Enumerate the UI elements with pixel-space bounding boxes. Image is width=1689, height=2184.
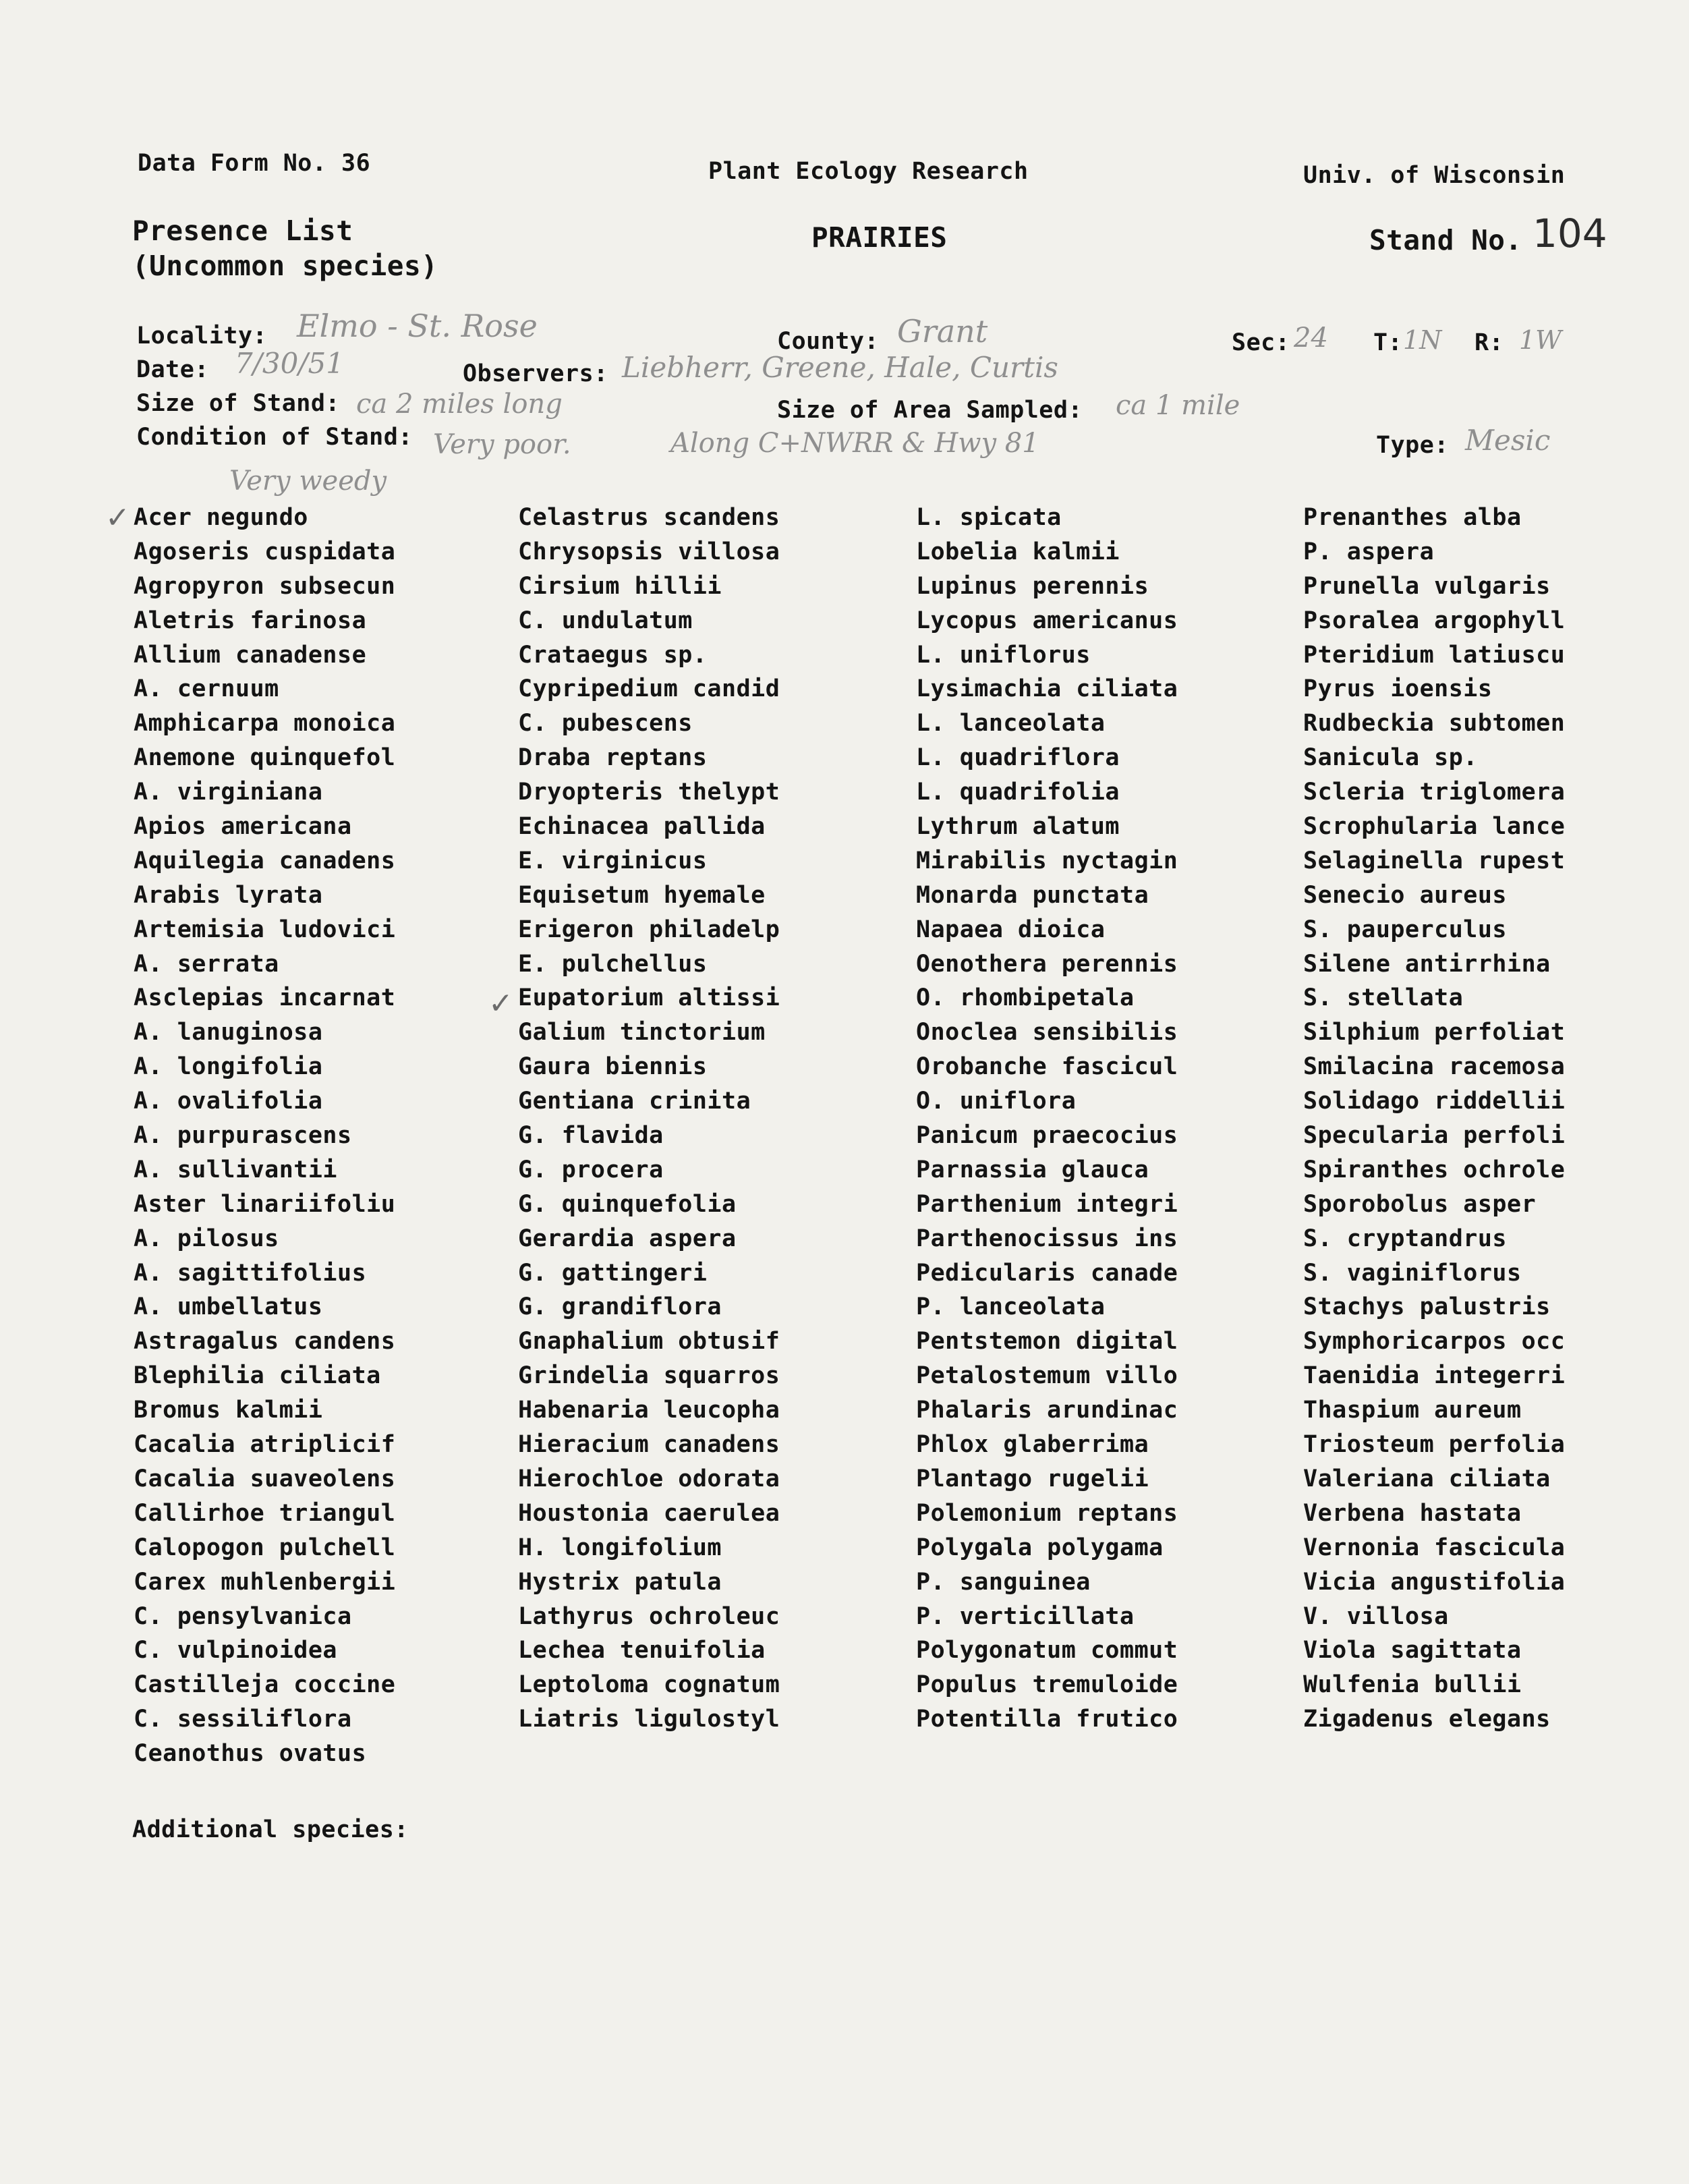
stand-number: 104	[1533, 211, 1607, 256]
species-entry: Senecio aureus	[1303, 881, 1508, 909]
species-entry: Symphoricarpos occ	[1303, 1328, 1566, 1355]
species-entry: Aletris farinosa	[134, 607, 367, 634]
t-value: 1N	[1403, 325, 1442, 355]
along-value: Along C+NWRR & Hwy 81	[670, 428, 1039, 459]
species-entry: Lycopus americanus	[916, 607, 1178, 634]
species-entry: Artemisia ludovici	[134, 916, 396, 943]
species-entry: Potentilla frutico	[916, 1706, 1178, 1733]
species-entry: Gerardia aspera	[518, 1225, 737, 1252]
species-entry: Lupinus perennis	[916, 572, 1149, 600]
species-entry: Hystrix patula	[518, 1568, 722, 1596]
r-label: R:	[1475, 329, 1504, 356]
species-entry: P. verticillata	[916, 1602, 1135, 1630]
species-entry: Amphicarpa monoica	[134, 710, 396, 737]
size-of-stand-label: Size of Stand:	[136, 390, 341, 417]
species-entry: Spiranthes ochrole	[1303, 1156, 1566, 1183]
species-entry: Apios americana	[134, 813, 352, 841]
species-entry: Specularia perfoli	[1303, 1122, 1566, 1150]
species-entry: Polemonium reptans	[916, 1499, 1178, 1527]
species-entry: Onoclea sensibilis	[916, 1019, 1178, 1046]
species-entry: Vernonia fascicula	[1303, 1534, 1566, 1561]
condition-label: Condition of Stand:	[136, 424, 413, 451]
species-entry: Smilacina racemosa	[1303, 1053, 1566, 1081]
type-value: Mesic	[1465, 424, 1551, 457]
r-value: 1W	[1519, 325, 1562, 355]
species-entry: Sanicula sp.	[1303, 744, 1478, 772]
species-entry: Allium canadense	[134, 641, 367, 669]
species-entry: Scleria triglomera	[1303, 779, 1566, 806]
biome-title: PRAIRIES	[811, 221, 948, 254]
species-entry: Stachys palustris	[1303, 1293, 1551, 1321]
species-entry: Scrophularia lance	[1303, 813, 1566, 841]
species-entry: Plantago rugelii	[916, 1465, 1149, 1492]
species-entry: Polygala polygama	[916, 1534, 1164, 1561]
species-entry: Parthenium integri	[916, 1190, 1178, 1218]
species-entry: Sporobolus asper	[1303, 1190, 1537, 1218]
list-subtitle: (Uncommon species)	[132, 250, 438, 282]
condition-value-2: Very weedy	[229, 466, 387, 497]
species-entry: Draba reptans	[518, 744, 708, 772]
species-entry: C. pubescens	[518, 710, 693, 737]
species-entry: A. cernuum	[134, 675, 279, 703]
species-entry: S. pauperculus	[1303, 916, 1508, 943]
checkmark-icon: ✓	[105, 501, 130, 535]
species-entry: V. villosa	[1303, 1602, 1449, 1630]
species-entry: G. quinquefolia	[518, 1190, 737, 1218]
species-entry: Aster linariifoliu	[134, 1190, 396, 1218]
species-entry: L. quadriflora	[916, 744, 1120, 772]
species-entry: Houstonia caerulea	[518, 1499, 780, 1527]
species-entry: Lobelia kalmii	[916, 538, 1120, 565]
species-entry: Anemone quinquefol	[134, 744, 396, 772]
species-entry: L. lanceolata	[916, 710, 1106, 737]
species-entry: Aquilegia canadens	[134, 847, 396, 874]
species-entry: Agoseris cuspidata	[134, 538, 396, 565]
species-entry: Zigadenus elegans	[1303, 1706, 1551, 1733]
species-entry: H. longifolium	[518, 1534, 722, 1561]
species-entry: Pentstemon digital	[916, 1328, 1178, 1355]
species-entry: Wulfenia bullii	[1303, 1671, 1522, 1699]
species-entry: C. undulatum	[518, 607, 693, 634]
species-entry: Lythrum alatum	[916, 813, 1120, 841]
species-entry: G. procera	[518, 1156, 664, 1183]
species-column-4	[1303, 501, 1565, 1737]
species-column-3	[916, 501, 1178, 1737]
species-column-2	[518, 501, 780, 1737]
species-entry: Bromus kalmii	[134, 1397, 323, 1424]
species-entry: Hieracium canadens	[518, 1431, 780, 1459]
species-entry: A. lanuginosa	[134, 1019, 323, 1046]
species-entry: Leptoloma cognatum	[518, 1671, 780, 1699]
species-entry: Cypripedium candid	[518, 675, 780, 703]
species-entry: Mirabilis nyctagin	[916, 847, 1178, 874]
species-entry: Lechea tenuifolia	[518, 1637, 766, 1664]
species-entry: Carex muhlenbergii	[134, 1568, 396, 1596]
species-entry: A. sagittifolius	[134, 1259, 367, 1287]
species-entry: Verbena hastata	[1303, 1499, 1522, 1527]
species-entry: Vicia angustifolia	[1303, 1568, 1566, 1596]
species-entry: P. aspera	[1303, 538, 1435, 565]
species-entry: Phlox glaberrima	[916, 1431, 1149, 1459]
species-entry: Selaginella rupest	[1303, 847, 1566, 874]
species-entry: E. virginicus	[518, 847, 708, 874]
species-entry: E. pulchellus	[518, 950, 708, 978]
species-entry: Viola sagittata	[1303, 1637, 1522, 1664]
species-entry: C. vulpinoidea	[134, 1637, 338, 1664]
species-entry: A. pilosus	[134, 1225, 279, 1252]
species-entry: G. flavida	[518, 1122, 664, 1150]
species-entry: A. purpurascens	[134, 1122, 352, 1150]
species-entry: A. ovalifolia	[134, 1088, 323, 1115]
species-entry: Pyrus ioensis	[1303, 675, 1493, 703]
stand-label: Stand No.	[1369, 224, 1522, 256]
species-entry: L. quadrifolia	[916, 779, 1120, 806]
species-entry: S. stellata	[1303, 984, 1464, 1012]
species-entry: G. grandiflora	[518, 1293, 722, 1321]
county-label: County:	[777, 328, 880, 355]
species-entry: Rudbeckia subtomen	[1303, 710, 1566, 737]
additional-species-label: Additional species:	[132, 1816, 409, 1843]
t-label: T:	[1373, 329, 1403, 356]
species-entry: Lysimachia ciliata	[916, 675, 1178, 703]
date-label: Date:	[136, 356, 209, 383]
species-entry: Triosteum perfolia	[1303, 1431, 1566, 1459]
observers-label: Observers:	[463, 360, 608, 387]
species-entry: Pteridium latiuscu	[1303, 641, 1566, 669]
species-entry: Parnassia glauca	[916, 1156, 1149, 1183]
species-entry: Hierochloe odorata	[518, 1465, 780, 1492]
species-entry: L. uniflorus	[916, 641, 1091, 669]
species-entry: P. sanguinea	[916, 1568, 1091, 1596]
size-of-area-value: ca 1 mile	[1116, 390, 1240, 421]
species-entry: Erigeron philadelp	[518, 916, 780, 943]
species-entry: P. lanceolata	[916, 1293, 1106, 1321]
species-entry: Celastrus scandens	[518, 504, 780, 531]
species-entry: Parthenocissus ins	[916, 1225, 1178, 1252]
species-entry: Chrysopsis villosa	[518, 538, 780, 565]
checkmark-icon: ✓	[488, 986, 513, 1021]
species-entry: S. vaginiflorus	[1303, 1259, 1522, 1287]
species-entry: S. cryptandrus	[1303, 1225, 1508, 1252]
sec-value: 24	[1294, 323, 1328, 354]
species-entry: A. sullivantii	[134, 1156, 338, 1183]
date-value: 7/30/51	[235, 347, 344, 380]
species-entry: Asclepias incarnat	[134, 984, 396, 1012]
species-entry: Cirsium hillii	[518, 572, 722, 600]
species-entry: Echinacea pallida	[518, 813, 766, 841]
species-entry: Cacalia atriplicif	[134, 1431, 396, 1459]
species-entry: A. longifolia	[134, 1053, 323, 1081]
species-entry: Pedicularis canade	[916, 1259, 1178, 1287]
size-of-stand-value: ca 2 miles long	[356, 389, 563, 420]
locality-label: Locality:	[136, 323, 268, 349]
species-entry: O. uniflora	[916, 1088, 1077, 1115]
species-entry: Prunella vulgaris	[1303, 572, 1551, 600]
species-entry: C. pensylvanica	[134, 1602, 352, 1630]
species-entry: Eupatorium altissi	[518, 984, 780, 1012]
species-entry: Equisetum hyemale	[518, 881, 766, 909]
county-value: Grant	[897, 313, 988, 349]
species-entry: Silphium perfoliat	[1303, 1019, 1566, 1046]
species-entry: Valeriana ciliata	[1303, 1465, 1551, 1492]
species-entry: Liatris ligulostyl	[518, 1706, 780, 1733]
species-entry: Gnaphalium obtusif	[518, 1328, 780, 1355]
species-entry: Gaura biennis	[518, 1053, 708, 1081]
species-entry: Orobanche fascicul	[916, 1053, 1178, 1081]
species-entry: Habenaria leucopha	[518, 1397, 780, 1424]
university: Univ. of Wisconsin	[1303, 162, 1566, 189]
species-entry: Taenidia integerri	[1303, 1362, 1566, 1390]
condition-value: Very poor.	[433, 429, 571, 460]
species-entry: Calopogon pulchell	[134, 1534, 396, 1561]
organization: Plant Ecology Research	[708, 158, 1029, 185]
species-entry: Arabis lyrata	[134, 881, 323, 909]
species-entry: Monarda punctata	[916, 881, 1149, 909]
species-entry: Silene antirrhina	[1303, 950, 1551, 978]
species-entry: Lathyrus ochroleuc	[518, 1602, 780, 1630]
species-entry: C. sessiliflora	[134, 1706, 352, 1733]
type-label: Type:	[1376, 432, 1449, 459]
species-entry: Galium tinctorium	[518, 1019, 766, 1046]
species-entry: Grindelia squarros	[518, 1362, 780, 1390]
locality-value: Elmo - St. Rose	[297, 308, 538, 344]
species-entry: Panicum praecocius	[916, 1122, 1178, 1150]
species-entry: Astragalus candens	[134, 1328, 396, 1355]
species-entry: O. rhombipetala	[916, 984, 1135, 1012]
species-entry: Psoralea argophyll	[1303, 607, 1566, 634]
species-entry: Cacalia suaveolens	[134, 1465, 396, 1492]
species-entry: Acer negundo	[134, 504, 308, 531]
observers-value: Liebherr, Greene, Hale, Curtis	[622, 351, 1058, 384]
species-entry: Phalaris arundinac	[916, 1397, 1178, 1424]
species-entry: Prenanthes alba	[1303, 504, 1522, 531]
species-entry: Polygonatum commut	[916, 1637, 1178, 1664]
species-entry: L. spicata	[916, 504, 1062, 531]
species-entry: Callirhoe triangul	[134, 1499, 396, 1527]
species-entry: Napaea dioica	[916, 916, 1106, 943]
species-entry: A. umbellatus	[134, 1293, 323, 1321]
species-entry: G. gattingeri	[518, 1259, 708, 1287]
species-column-1	[134, 501, 395, 1771]
species-entry: Populus tremuloide	[916, 1671, 1178, 1699]
species-entry: Gentiana crinita	[518, 1088, 751, 1115]
list-title: Presence List	[132, 215, 353, 247]
species-entry: Thaspium aureum	[1303, 1397, 1522, 1424]
species-entry: Dryopteris thelypt	[518, 779, 780, 806]
species-entry: A. serrata	[134, 950, 279, 978]
species-entry: A. virginiana	[134, 779, 323, 806]
sec-label: Sec:	[1232, 329, 1290, 356]
species-entry: Castilleja coccine	[134, 1671, 396, 1699]
species-entry: Blephilia ciliata	[134, 1362, 381, 1390]
form-number: Data Form No. 36	[138, 150, 371, 177]
species-entry: Agropyron subsecun	[134, 572, 396, 600]
species-entry: Oenothera perennis	[916, 950, 1178, 978]
size-of-area-label: Size of Area Sampled:	[777, 397, 1083, 424]
species-entry: Petalostemum villo	[916, 1362, 1178, 1390]
species-entry: Solidago riddellii	[1303, 1088, 1566, 1115]
species-entry: Ceanothus ovatus	[134, 1740, 367, 1768]
species-entry: Crataegus sp.	[518, 641, 708, 669]
